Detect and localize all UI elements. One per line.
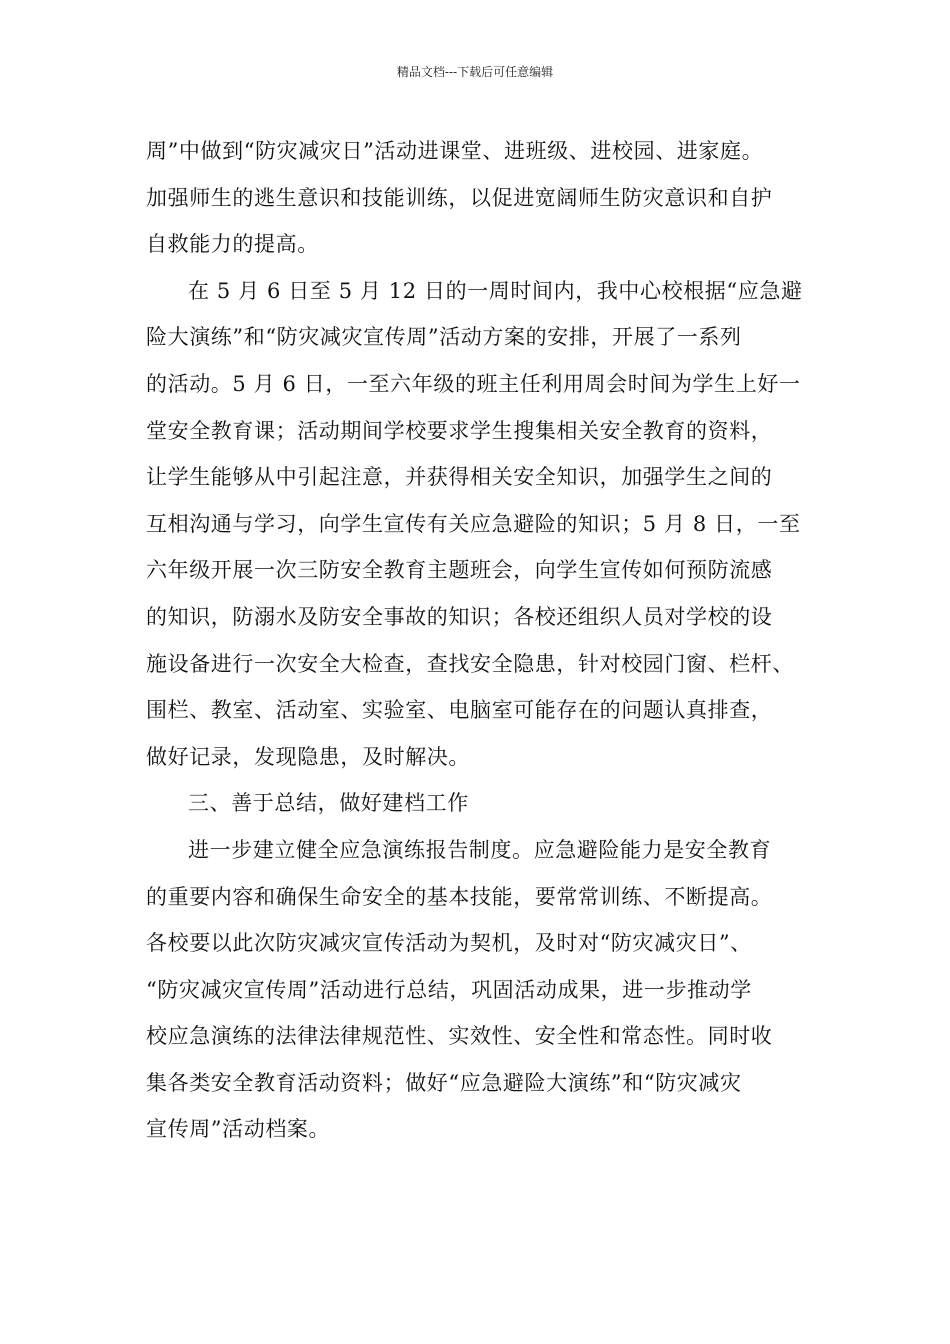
- paragraph-start-line: 进一步建立健全应急演练报告制度。应急避险能力是安全教育: [188, 837, 772, 862]
- text-line: 的重要内容和确保生命安全的基本技能，要常常训练、不断提高。: [146, 884, 773, 909]
- text-line: 自救能力的提高。: [146, 232, 319, 257]
- text-line: 险大演练”和“防灾减灾宣传周”活动方案的安排，开展了一系列: [146, 325, 742, 350]
- text-line: 互相沟通与学习，向学生宣传有关应急避险的知识；5 月 8 日，一至: [146, 511, 801, 536]
- text-line: 周”中做到“防灾减灾日”活动进课堂、进班级、进校园、进家庭。: [146, 139, 764, 163]
- text-line: 的知识，防溺水及防安全事故的知识；各校还组织人员对学校的设: [146, 604, 773, 629]
- document-body: [146, 128, 836, 1153]
- text-line: “防灾减灾宣传周”活动进行总结，巩固活动成果，进一步推动学: [146, 977, 752, 1002]
- text-line: 施设备进行一次安全大检查，查找安全隐患，针对校园门窗、栏杆、: [146, 651, 794, 676]
- section-heading: 三、善于总结，做好建档工作: [188, 791, 469, 816]
- text-line: 六年级开展一次三防安全教育主题班会，向学生宣传如何预防流感: [146, 558, 773, 583]
- text-line: 各校要以此次防灾减灾宣传活动为契机，及时对“防灾减灾日”、: [146, 931, 752, 956]
- text-line: 围栏、教室、活动室、实验室、电脑室可能存在的问题认真排查，: [146, 698, 773, 723]
- page-header: 精品文档---下载后可任意编辑: [396, 65, 554, 79]
- text-line: 宣传周”活动档案。: [146, 1117, 331, 1142]
- paragraph-start-line: 在 5 月 6 日至 5 月 12 日的一周时间内，我中心校根据“应急避: [188, 278, 803, 303]
- text-line: 集各类安全教育活动资料；做好“应急避险大演练”和“防灾减灾: [146, 1070, 742, 1095]
- text-line: 做好记录，发现隐患，及时解决。: [146, 744, 470, 769]
- text-line: 的活动。5 月 6 日，一至六年级的班主任利用周会时间为学生上好一: [146, 371, 801, 396]
- text-line: 加强师生的逃生意识和技能训练，以促进宽阔师生防灾意识和自护: [146, 185, 773, 210]
- text-line: 堂安全教育课；活动期间学校要求学生搜集相关安全教育的资料，: [146, 418, 773, 443]
- text-line: 校应急演练的法律法律规范性、实效性、安全性和常态性。同时收: [146, 1024, 773, 1049]
- text-line: 让学生能够从中引起注意，并获得相关安全知识，加强学生之间的: [146, 465, 773, 490]
